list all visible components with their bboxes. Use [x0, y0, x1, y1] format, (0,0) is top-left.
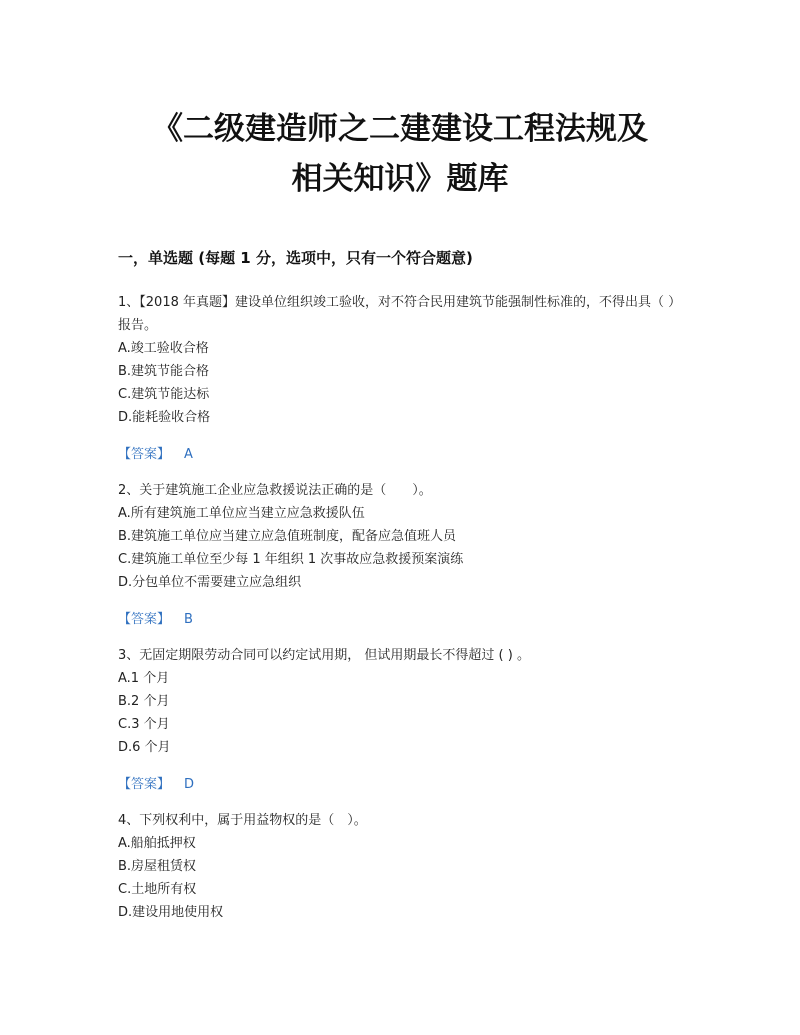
document-title: [0, 104, 800, 204]
question-stem: 1、【2018 年真题】建设单位组织竣工验收，对不符合民用建筑节能强制性标准的，不得出具（ ）报告。: [118, 295, 682, 333]
question-list: [118, 291, 688, 924]
answer-letter: D: [184, 777, 195, 792]
answer-line: [118, 443, 688, 466]
answer-letter: A: [184, 447, 193, 462]
section-heading: 一，单选题 (每题 1 分，选项中，只有一个符合题意): [118, 249, 473, 267]
option-d: D.分包单位不需要建立应急组织: [118, 575, 302, 590]
option-a: A.船舶抵押权: [118, 836, 196, 851]
option-a: A.竣工验收合格: [118, 341, 209, 356]
question-1: [118, 291, 688, 466]
answer-label: 【答案】: [118, 612, 171, 627]
option-d: D.建设用地使用权: [118, 905, 224, 920]
option-d: D.6 个月: [118, 740, 171, 755]
option-a: A.所有建筑施工单位应当建立应急救援队伍: [118, 506, 365, 521]
option-c: C.建筑施工单位至少每 1 年组织 1 次事故应急救援预案演练: [118, 552, 464, 567]
answer-line: [118, 773, 688, 796]
option-a: A.1 个月: [118, 671, 170, 686]
answer-label: 【答案】: [118, 447, 171, 462]
question-stem: 2、关于建筑施工企业应急救援说法正确的是（ ）。: [118, 483, 432, 498]
answer-label: 【答案】: [118, 777, 171, 792]
option-d: D.能耗验收合格: [118, 410, 211, 425]
title-line-2: 相关知识》题库: [291, 161, 509, 197]
option-b: B.2 个月: [118, 694, 170, 709]
option-c: C.土地所有权: [118, 882, 197, 897]
option-b: B.房屋租赁权: [118, 859, 197, 874]
question-3: [118, 644, 688, 796]
title-line-1: 《二级建造师之二建建设工程法规及: [152, 111, 648, 147]
question-2: [118, 479, 688, 631]
option-c: C.3 个月: [118, 717, 170, 732]
answer-letter: B: [184, 612, 193, 627]
option-b: B.建筑施工单位应当建立应急值班制度，配备应急值班人员: [118, 529, 457, 544]
question-stem: 4、下列权利中，属于用益物权的是（ ）。: [118, 813, 367, 828]
question-stem: 3、无固定期限劳动合同可以约定试用期， 但试用期最长不得超过 ( ) 。: [118, 648, 530, 663]
answer-line: [118, 608, 688, 631]
option-c: C.建筑节能达标: [118, 387, 210, 402]
question-4: [118, 809, 688, 924]
option-b: B.建筑节能合格: [118, 364, 210, 379]
